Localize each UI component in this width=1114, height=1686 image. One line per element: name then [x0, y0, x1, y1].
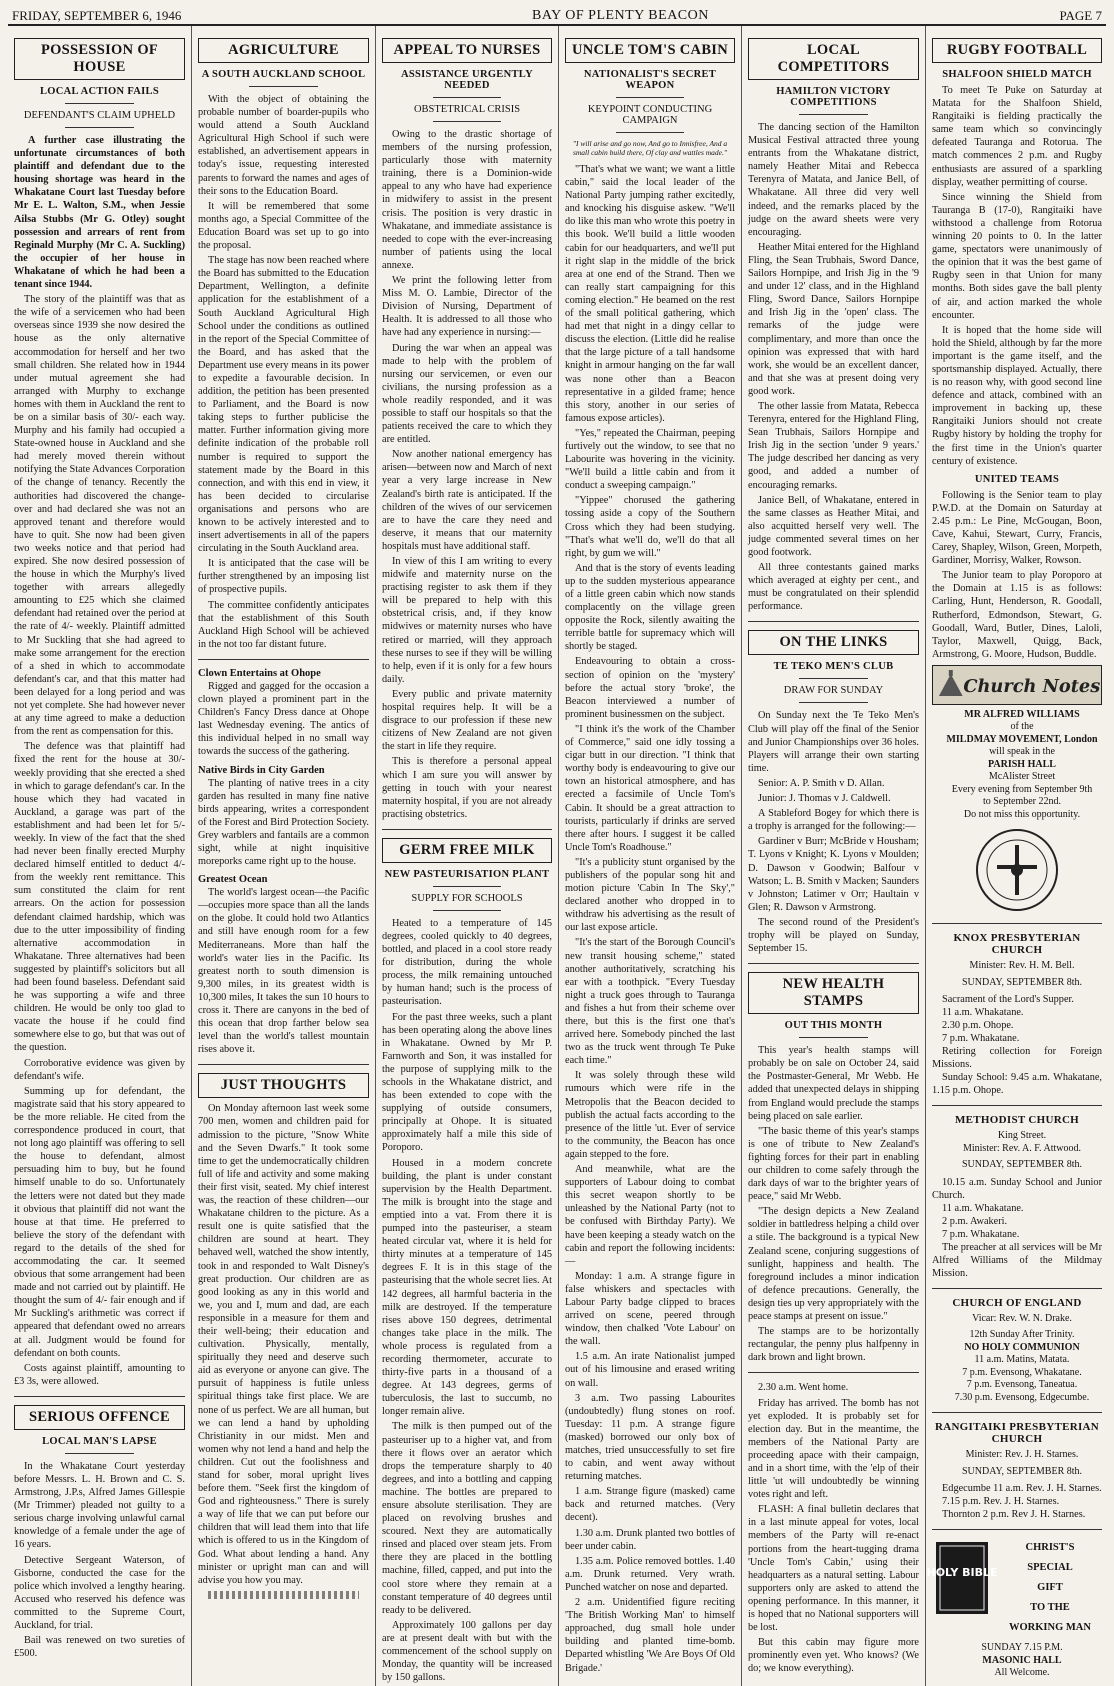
subhead: SHALFOON SHIELD MATCH: [942, 69, 1092, 80]
notice-line: of the: [1010, 721, 1034, 733]
paragraph: But this cabin may figure more prominently even yet. Who knows? (We do; we know everything).: [748, 1637, 919, 1675]
paragraph: On Sunday next the Te Teko Men's Club will play off the final of the Senior and Junior Championships over 36 holes. Players will arrange their own starting time.: [748, 710, 919, 774]
subhead: LOCAL ACTION FAILS: [40, 86, 159, 97]
service-item: Edgecumbe 11 a.m. Rev. J. H. Starnes.: [942, 1483, 1102, 1495]
column-6: [925, 26, 1108, 1686]
service-item: Sacrament of the Lord's Supper.: [942, 994, 1074, 1006]
paragraph: Housed in a modern concrete building, the plant is under constant supervision by the Health Department. The milk is brought into the stage and emptied into a vat. From there it is pumped into the pasteuriser, a steam heated circular vat, where it is held for thirty minutes at a temperature of 145 degrees F. It is in this stage of the pasteurising that the whole secret lies. At 142 degrees, all harmful bacteria in the milk are destroyed. If the temperature rises above 150 degrees, detrimental changes take place in the milk. The whole process is regulated from a recording thermometer, accurate to thirty-five parts in a thousand of a degree. At 143 degrees, germs of tuberculosis, the last to succumb, no longer remain alive.: [382, 1157, 552, 1418]
paragraph: Heated to a temperature of 145 degrees, cooled quickly to 40 degrees, bottled, and placed in a cool store ready for distribution, during the whole process, the milk remaining untouched by human hand; such is the process of pasteurisation.: [382, 917, 552, 1008]
paragraph: The story of the plaintiff was that as the wife of a servicemen who had been overseas since 1939 she now desired the house as the only alternative accommodation for herself and her two small children. She related how in 1944 under mutual agreement she had arranged with Murphy to exchange homes with them in Auckland the rent to be on a similar basis of 30/- each way. Murphy and his family had occupied a State-owned house in Auckland and she had merely moved therein without notifying the State Advances Corporation of the change of tenancy. Recently the authorities had discovered the change-over and had declared she was not an approved tenant and therefore would have to quit. She now had been given two weeks notice and that period had expired. She now desired possession of the house in which the Murphy's lived together with arrears allegedly amounting to £25 which she claimed defendant had retained over the period at the rate of 4/- weekly. Plaintiff admitted to Mr Suckling that she had agreed to make some arrangement for the erection of a shed in which to accommodate defendant's car, and that this matter had been delayed for a long period and was not yet complete. She had however never at any time agreed to make a deduction from the rent as compensation for this.: [14, 294, 186, 738]
paragraph: "That's what we want; we want a little cabin," said the local leader of the National Party jumping rather excitedly, and knocking his disguise askew. "We'll do like this man who wrote this poetry in this book. We'll build a little wooden cabin for our headquarters, and we'll put it right slap in the middle of the brick area at one end of the Strand. Then we can really start campaigning for this coming election." He beamed on the rest of the small political gathering, which had met that night in a dingy cellar to discuss the election. (Little did he realise that the large picture of a tall handsome knight in armour hanging on the far wall was none other than a Beacon representative in a gilded frame; hence this story, another in our series of famous expose articles).: [565, 164, 735, 424]
service-date: SUNDAY, SEPTEMBER 8th.: [961, 976, 1083, 988]
paragraph: Junior: J. Thomas v J. Caldwell.: [758, 793, 891, 805]
subhead: ASSISTANCE URGENTLY NEEDED: [400, 69, 534, 91]
service-item: 10.15 a.m. Sunday School and Junior Church.: [932, 1176, 1102, 1201]
runin-heading: Greatest Ocean: [198, 874, 268, 886]
paragraph: Senior: A. P. Smith v D. Allan.: [758, 777, 885, 789]
paragraph: Friday has arrived. The bomb has not yet exploded. It is probably set for election day. But in the meantime, the members of the National Party are proceeding apace with their campaign, and in a short time, with the 'elp of their little 'ut will undoubtedly be winning votes right and left.: [748, 1397, 919, 1501]
paragraph: "I think it's the work of the Chamber of Commerce," said one idly tossing a cigar butt in our direction. "I think that worthy body is endeavouring to give our town an historical atmosphere, and has erected a facsimile of Uncle Tom's Cabin. It should be a great attraction to tourists, particularly if drinks are served there after hours. I suggest it be called Uncle Tom's Roadhouse.": [565, 723, 735, 853]
service-item: 7.15 p.m. Rev. J. H. Starnes.: [942, 1496, 1060, 1508]
paper-name: BAY OF PLENTY BEACON: [532, 8, 709, 23]
runin-heading: Clown Entertains at Ohope: [198, 667, 321, 679]
paragraph: "The basic theme of this year's stamps is one of tribute to New Zealand's fighting forces for their part in enabling our children to come safely through the dark days of war to the brighter years of peace," said Mr Webb.: [748, 1125, 919, 1203]
paragraph: To meet Te Puke on Saturday at Matata for the Shalfoon Shield, Rangitaiki is fielding practically the same team which so convincingly defeated Tauranga and Rotorua. The match commences 2 p.m. and Rugby enthusiasts are assured of a sparkling display, weather permitting of course.: [932, 85, 1102, 188]
subhead: DEFENDANT'S CLAIM UPHELD: [23, 110, 176, 121]
paragraph: Owing to the drastic shortage of members of the nursing profession, particularly those with maternity training, there is a Dominion-wide appeal to any who have had experience in midwifery to assist in the present crisis. The position is very drastic in Whakatane, and immediate assistance is needed to cope with the ever-increasing number of patients using the local annexe.: [382, 129, 552, 271]
paragraph: With the object of obtaining the probable number of boarder-pupils who would attend a South Auckland Agricultural High School if such were established, an advertisement appears in today's issue, requesting interested parents to forward the names and ages of their sons to the Education Board.: [198, 94, 369, 197]
gift-line: GIFT: [1037, 1582, 1063, 1594]
vicar: Vicar: Rev. W. N. Drake.: [972, 1312, 1072, 1324]
service-item: Thornton 2 p.m. Rev J. H. Starnes.: [942, 1509, 1086, 1521]
masthead: [8, 6, 1106, 26]
column-2: [191, 26, 375, 1686]
church-title: CHURCH OF ENGLAND: [952, 1296, 1082, 1309]
service-item: 7 p.m. Evensong, Taneatua.: [966, 1379, 1078, 1391]
minister: Minister: Rev. A. F. Attwood.: [962, 1142, 1081, 1154]
footer-line: All Welcome.: [994, 1667, 1050, 1679]
paragraph: 2.30 a.m. Went home.: [758, 1382, 849, 1394]
headline-germ-free-milk: GERM FREE MILK: [382, 838, 552, 863]
headline-uncle-toms-cabin: UNCLE TOM'S CABIN: [565, 38, 735, 63]
paragraph: In the Whakatane Court yesterday before Messrs. L. H. Brown and C. S. Armstrong, J.P.s, Alfred James Gillespie (Mr Trimmer) pleaded not guilty to a serious charge involving unlawful carnal knowledge of a female under the age of 16 years.: [14, 1460, 185, 1551]
paragraph: A Stableford Bogey for which there is a trophy is arranged for the following:—: [748, 808, 919, 833]
paragraph: Approximately 100 gallons per day are at present dealt with but with the commencement of the school supply on Monday, the quantity will be increased by 150 gallons.: [382, 1619, 552, 1684]
gift-line: WORKING MAN: [1009, 1622, 1091, 1634]
notice-line: MILDMAY MOVEMENT, London: [946, 733, 1098, 745]
notice-line: PARISH HALL: [988, 758, 1056, 770]
paragraph: In view of this I am writing to every midwife and maternity nurse on the practising register to ask them if they will be prepared to help with this obstetrical crisis, and, if they know midwives or maternity nurses who have retired or married, will they approach these nurses to see if they will be willing to help, even if it is only for a few hours daily.: [382, 556, 552, 685]
subhead: TE TEKO MEN'S CLUB: [773, 661, 894, 673]
verse-quote: "I will arise and go now, And go to Innisfree, And a small cabin build there, Of clay and wattles made.": [572, 139, 728, 157]
headline-possession-of-house: POSSESSION OF HOUSE: [14, 38, 185, 80]
paragraph: The Junior team to play Poroporo at the Domain at 1.15 is as follows: Carling, Hunt, Henderson, R. Goodall, Rutherford, Edmondson, Stewart, G. Goodall, Ward, Butler, Dines, Laloli, Taylor, Maxwell, Quigg, Back, Armstrong, G. Moore, Hudson, Buddle.: [932, 570, 1102, 660]
church-address: King Street.: [997, 1130, 1047, 1142]
decorative-divider: [208, 1591, 359, 1599]
gift-text: [998, 1538, 1102, 1638]
service-item: NO HOLY COMMUNION: [964, 1341, 1080, 1353]
paragraph: Gardiner v Burr; McBride v Housham; T. Lyons v Knight; K. Lyons v Moulden; D. Dawson v Goodwin; Balfour v Watson; L. B. Smith v Macken; Saunders v Johnston; Latimer v Orr; Haultain v Glen; R. Dawson v Armstrong.: [748, 836, 919, 913]
subhead: NEW PASTEURISATION PLANT: [384, 868, 550, 880]
service-item: Sunday School: 9.45 a.m. Whakatane, 1.15 p.m. Ohope.: [932, 1072, 1102, 1097]
notice-line: McAlister Street: [988, 771, 1056, 783]
subhead: OBSTETRICAL CRISIS: [413, 104, 521, 115]
subhead: A SOUTH AUCKLAND SCHOOL: [201, 69, 366, 80]
paragraph: The defence was that plaintiff had fixed the rent for the house at 30/- weekly providing that she erected a shed in which to garage defendant's car. In the house which they had vacated in Auckland, a garage was part of the establishment and had been let for 5/- weekly. In view of the fact that the shed had never been finally erected Murphy declared himself entitled to deduct 4/- from the weekly rent remittance. This sum constituted the claim for rent arrears. On the action for possession defendant claimed hardship, which was due to the utter impossibility of finding alternative accommodation in Whakatane. Three alternatives had been suggested by plaintiff's solicitors but all had been found baseless. Defendant said he was supporting a wife and three children. He would be only too glad to vacate the house if he could find somewhere else to go, but that was out of the question.: [14, 741, 185, 1054]
paragraph: The dancing section of the Hamilton Musical Festival attracted three young entrants from the Whakatane district, namely Heather Mitai and Rebecca Terenyra of Matata, and Janice Bell, of Whakatane. All three did very well indeed, and the remarks placed by the judge on the award sheets were very encouraging.: [748, 122, 919, 238]
subhead: LOCAL MAN'S LAPSE: [42, 1435, 157, 1447]
paragraph: Janice Bell, of Whakatane, entered in the same classes as Heather Mitai, and also acquitted herself very well. The judge commented several times on her good footwork.: [748, 494, 919, 558]
service-item: 11 a.m. Whakatane.: [942, 1202, 1024, 1214]
paragraph: The world's largest ocean—the Pacific—occupies more space than all the lands on the globe. It could hold two Atlantics and still have enough room for a few Mediterraneans. More than half the world's water lies in the Pacific. Its greatest north to south dimension is 9,300 miles, in its greatest width is 10,300 miles, It takes the sun 10 hours to cross it. There are canyons in the bed of this ocean that drop farther below sea level than the world's tallest mountain rises above it.: [198, 887, 369, 1056]
subhead: HAMILTON VICTORY COMPETITIONS: [776, 86, 891, 108]
paragraph: Monday: 1 a.m. A strange figure in false whiskers and spectacles with Labour Party badge clipped to braces arrived on scene, peered through window, then chalked 'Vote Labour' on the wall.: [565, 1270, 735, 1348]
service-item: The preacher at all services will be Mr Alfred Williams of the Mildmay Mission.: [932, 1241, 1102, 1279]
paragraph: The milk is then pumped out of the pasteuriser up to a higher vat, and from there it flows over an aerator which drops the temperature sharply to 40 degrees, and into a bottling and capping machine. The bottles are prepared to ensure absolute sterilisation. They are placed on revolving brushes and scoured. Next they are automatically rinsed and placed over steam jets. From there they are placed in the bottling machine, filled, capped, and put into the cool store where they remain at a constant temperature of 40 degrees until ready to be delivered.: [382, 1421, 552, 1616]
footer-line: MASONIC HALL: [982, 1654, 1062, 1666]
service-item: 7.30 p.m. Evensong, Edgecumbe.: [954, 1391, 1090, 1403]
paragraph: "It's the start of the Borough Council's new transit housing scheme," stated another authoritatively, scratching his ear with a toothpick. "Every Tuesday night a truck goes through to Tauranga and fishes a hut from their scheme over there, but this is the first one that's arrived here. Somebody pinched the last two as the truck went through Te Puke each time.": [565, 937, 735, 1067]
paragraph: It is hoped that the home side will hold the Shield, although by far the more important is the game itself, and the sportsmanship displayed. Actually, there is no reason why, with good second line defence and attack, combined with an improvement in backing up, these Rangitaiki Juniors should not create Rugby history by holding the trophy for the first time in the Union's quarter century of existence.: [932, 324, 1102, 467]
headline-new-health-stamps: NEW HEALTH STAMPS: [748, 972, 919, 1014]
headline-appeal-to-nurses: APPEAL TO NURSES: [382, 38, 552, 63]
paragraph: This year's health stamps will probably be on sale on October 24, said the Postmaster-General, Mr Webb. He added that unexpected delays in shipping from England would preclude the stamps being placed on sale earlier.: [748, 1045, 919, 1122]
paragraph: And that is the story of events leading up to the sudden mysterious appearance of a little green cabin which now stands complacently on the village green opposite the Rock, silently awaiting the terrible battle for supremacy which will shortly be staged.: [565, 562, 735, 653]
service-date: SUNDAY, SEPTEMBER 8th.: [961, 1465, 1083, 1477]
paragraph: The stamps are to be horizontally rectangular, the penny plus halfpenny in dark brown and light brown.: [748, 1326, 919, 1364]
subhead: SUPPLY FOR SCHOOLS: [411, 892, 523, 904]
headline-rugby-football: RUGBY FOOTBALL: [932, 38, 1102, 63]
bible-advert: [926, 1538, 1102, 1638]
page-number: PAGE 7: [1059, 8, 1102, 23]
runin-heading: Native Birds in City Garden: [198, 764, 325, 776]
subhead: NATIONALIST'S SECRET WEAPON: [583, 69, 717, 91]
column-3: [375, 26, 558, 1686]
column-5: [741, 26, 925, 1686]
speaker-name: MR ALFRED WILLIAMS: [964, 708, 1080, 720]
gift-line: CHRIST'S: [1025, 1542, 1075, 1554]
paragraph: All three contestants gained marks which averaged at eighty per cent., and must be congratulated on their splendid performance.: [748, 562, 919, 613]
paragraph: 2 a.m. Unidentified figure reciting 'The British Working Man' to himself approached, dug small hole under building and planted time-bomb. Departed whistling 'We Are Boys Of Old Brigade.': [565, 1597, 735, 1674]
paragraph: The stage has now been reached where the Board has submitted to the Education Department, Wellington, a definite application for the establishment of a South Auckland Agricultural High School under the conditions as outlined in the report of the Special Committee of the Board, and has asked that the Department use every means in its power to expedite a favourable decision. In addition, the petition has been presented to Parliament, and the Board is now taking steps to further publicise the matter. Further information giving more definite indication of the probable roll number is required to support the statement made by the Board in this connection, and with this end in view, it has been decided to circularise organisations and persons who are known to be actively interested and to insert advertisements in all of the papers circulating in the South Auckland area.: [198, 255, 369, 555]
paragraph: We print the following letter from Miss M. O. Lambie, Director of the Division of Nursing, Department of Health. It is addressed to all those who have had any experience in nursing:—: [382, 275, 552, 339]
paragraph: Every public and private maternity hospital requires help. It will be a disgrace to our profession if these new citizens of New Zealand are not given the start in life they require.: [382, 688, 552, 753]
paragraph: 1.5 a.m. An irate Nationalist jumped out of his limousine and erased writing on wall.: [565, 1351, 735, 1389]
column-1: [8, 26, 191, 1686]
paragraph: "The design depicts a New Zealand soldier in battledress helping a child over a stile. The background is a typical New Zealand scene, conjuring suggestions of sunlight, happiness and health. The foreground includes a minor indication of defence precautions. Generally, the design ties up very appropriately with the peace stamps at present on issue.": [748, 1206, 919, 1323]
paragraph: On Monday afternoon last week some 700 men, women and children paid for admission to the picture, "Snow White and the Seven Dwarfs." It took some time to get the undemocratically children full of life and activity and some making their first visit, seated. My chief interest was, the reaction of these children—our Whakatane children to the picture. As a result one is quite satisfied that the children are sound at heart. They behaved well, watched the show intently, took in and responded to Walt Disney's great production. Our children are as good looking as any in this world and we, you and I, mum and dad, are each responsible in a measure for them and their well-being; their education and cultivation. Physically, mentally, spiritually they need and deserve such aid as everyone or anyone can give. The pursuit of happiness is futile unless spiritual things take first place. We are none of us perfect. We are all human, but we can lend a hand by upholding Christianity in our midst. Men and women why not lend a hand and help the children. Cut out the foolishness and stand for sober, moral upright lives before them. "Seek first the kingdom of God and righteousness." There is surely a way of life that we can put before our children that will lead them into that life which is offered to us in the Kingdom of God. What about lending a hand. Any minister or upright man can and will advise you how you may.: [198, 1103, 369, 1586]
paragraph: Summing up for defendant, the magistrate said that his story appeared to be the more reliable. He cited from the correspondence produced in court, that not long ago plaintiff was offering to sell the house to defendant, almost persuading him to buy, but he found himself unable to do so. Unfortunately the letters were not dated but they made it obvious that plaintiff did not want the house at that time. He preferred to believe the story of the defendant with regard to the details of the shed for accommodating the car. It seemed obvious that some arrangement had been made and not carried out by plaintiff. He thought the sum of 4/- fair enough and if Mr Suckling's arithmetic was correct if appeared that defendant owed no arrears at all. Judgment would be found for defendant on both counts.: [14, 1085, 185, 1359]
paragraph: This is therefore a personal appeal which I am sure you will answer by getting in touch with your nearest maternity hospital, if you are not already practising obstetrics.: [382, 756, 552, 820]
paragraph: Costs against plaintiff, amounting to £3 3s, were allowed.: [14, 1362, 185, 1387]
service-item: 7 p.m. Evensong, Whakatane.: [962, 1366, 1082, 1378]
paragraph: "Yippee" chorused the gathering tossing aside a copy of the Southern Cross which they had been studying. "That's what we'll do, we'll do that all right, by gum we will.": [565, 495, 735, 559]
church-title: METHODIST CHURCH: [954, 1114, 1080, 1127]
service-item: 11 a.m. Whakatane.: [942, 1007, 1024, 1019]
subhead: DRAW FOR SUNDAY: [783, 685, 884, 697]
paragraph: "Yes," repeated the Chairman, peeping furtively out the window, to see that no Labourite was hovering in the vicinity. "We'll build a little cabin and from it conduct a sweeping campaign.": [565, 427, 735, 492]
service-item: Retiring collection for Foreign Missions.: [932, 1046, 1102, 1071]
notice-line: to September 22nd.: [982, 796, 1062, 808]
notice-line: Do not miss this opportunity.: [963, 808, 1081, 820]
paragraph: FLASH: A final bulletin declares that in a last minute appeal for votes, local members of the Party will re-enact portions from the heart-tugging drama 'Uncle Tom's Cabin,' using their headquarters as a natural setting. Labour supporters only are asked to attend the opening performance. In this manner, it is hoped that no National supporters will be lost.: [748, 1504, 919, 1634]
footer-line: SUNDAY 7.15 P.M.: [981, 1642, 1063, 1654]
paragraph: Since winning the Shield from Tauranga B (17-0), Rangitaiki have withstood a challenge from Rotorua winning 20 points to 0. In the latter game, spectators were unanimously of the opinion that it was the best game of Rugby seen in that Union for many months. Both sides gave the ball plenty of air, and action marked the whole encounter.: [932, 191, 1102, 321]
service-item: 11 a.m. Matins, Matata.: [974, 1354, 1070, 1366]
gift-line: SPECIAL: [1027, 1562, 1073, 1574]
mildmay-emblem-icon: [972, 825, 1062, 915]
paragraph: Rigged and gagged for the occasion a clown played a prominent part in the Children's Fancy Dress dance at Ohope last Wednesday evening. The antics of this individual helped in no small way towards the success of the gathering.: [198, 680, 369, 758]
headline-local-competitors: LOCAL COMPETITORS: [748, 38, 919, 80]
headline-just-thoughts: JUST THOUGHTS: [198, 1073, 369, 1098]
notice-line: Every evening from September 9th: [951, 783, 1093, 795]
gift-line: TO THE: [1030, 1602, 1070, 1614]
service-item: 2 p.m. Awakeri.: [942, 1215, 1008, 1227]
paragraph: Corroborative evidence was given by defendant's wife.: [14, 1057, 185, 1082]
headline-serious-offence: SERIOUS OFFENCE: [14, 1405, 185, 1430]
paragraph: 1.30 a.m. Drunk planted two bottles of beer under cabin.: [565, 1527, 735, 1552]
paragraph: The other lassie from Matata, Rebecca Terenyra, entered for the Highland Fling, Sean Trubhais, Sailors Hornpipe and Irish Jig in the section 'under 9 years.' The judge described her dancing as very good, and added a number of encouraging remarks.: [748, 400, 919, 491]
paragraph: Now another national emergency has arisen—between now and March of next year a very large increase in New Zealand's birth rate is anticipated. If the children of the wives of our servicemen are to have the care they need and deserve, it means that our maternity hospitals must have additional staff.: [382, 449, 552, 552]
paragraph: 1.35 a.m. Police removed bottles. 1.40 a.m. Drunk returned. Very wrath. Punched watcher on nose and departed.: [565, 1555, 735, 1593]
paragraph: And meanwhile, what are the supporters of Labour doing to combat this secret weapon shortly to be unleashed by the National Party (not to be confused with Birthday Party). We have been keeping a steady watch on the cabin and report the following incidents:—: [565, 1164, 735, 1267]
service-item: 7 p.m. Whakatane.: [942, 1033, 1020, 1045]
paragraph: It is anticipated that the case will be further strengthened by an imposing list of prospective pupils.: [198, 558, 369, 596]
paragraph: Heather Mitai entered for the Highland Fling, the Sean Trubhais, Sword Dance, Sailors Hornpipe, and Irish Jig in the '9 and under 12' class, and in the Highland Fling, Sword Dance, Sailors Hornpipe and Irish Jig in the 'open' class. The remarks of the judge were complimentary, and more than once the opinion was expressed that with hard work, she would be an excellent dancer, and that she was at present doing very good work.: [748, 241, 919, 397]
church-notes-banner: [932, 665, 1102, 705]
notice-line: will speak in the: [989, 746, 1055, 758]
church-title: RANGITAIKI PRESBYTERIAN CHURCH: [934, 1421, 1100, 1446]
paragraph: During the war when an appeal was made to help with the problem of nursing our servicemen, or even our civilians, the nursing profession as a whole readily responded, and it was possible to staff our hospitals so that the patients received the care to which they are entitled.: [382, 342, 552, 446]
paragraph: Following is the Senior team to play P.W.D. at the Domain on Saturday at 2.45 p.m.: Le Pine, McGougan, Boon, Cave, Kahui, Stewart, Curry, Francis, Carey, Shapley, Wilson, Green, Morpeth, Gardiner, Morrisy, Walker, Rowson.: [932, 489, 1102, 567]
service-item: 7 p.m. Whakatane.: [942, 1228, 1020, 1240]
service-item: 2.30 p.m. Ohope.: [942, 1020, 1014, 1032]
paragraph: Endeavouring to obtain a cross-section of opinion on the 'mystery' before the actual story 'broke', the Beacon interviewed a number of prominent businessmen on the subject.: [565, 656, 735, 720]
paragraph: 1 a.m. Strange figure (masked) came back and returned matches. (Very decent).: [565, 1486, 735, 1524]
headline-on-the-links: ON THE LINKS: [748, 630, 919, 655]
paragraph: "It's a publicity stunt organised by the publishers of the popular song hit and motion picture 'Cabin In The Sky'," declared another who dropped in to withdraw his advertising as the result of our last expose article.: [565, 856, 735, 934]
church-notes-title: Church Notes: [963, 675, 1101, 697]
paragraph: The committee confidently anticipates that the establishment of this South Auckland High School will be achieved in the not too far distant future.: [198, 599, 369, 650]
column-4: [558, 26, 741, 1686]
minister: Minister: Rev. H. M. Bell.: [969, 960, 1075, 972]
paragraph: It was solely through these wild rumours which were rife in the Metropolis that the Beacon decided to publish the actual facts according to the presence of the little 'ut. Ever of service to the community, the Beacon has once again stepped to the fore.: [565, 1070, 735, 1160]
lead-paragraph: A further case illustrating the unfortunate circumstances of both plaintiff and defendant due to the housing shortage was heard in the Whakatane Court last Tuesday before Mr E. L. Walton, S.M., when Jessie Ailsa Stubbs (Mr G. Otley) sought possession and arrears of rent from Reginald Murphy (Mr C. A. Suckling) the occupier of her house in Whakatane of which he had been a tenant since 1944.: [14, 135, 185, 291]
paragraph: Detective Sergeant Waterson, of Gisborne, conducted the case for the police which involved a lengthy hearing. Accused who reserved his defence was committed to the Supreme Court, Auckland, for trial.: [14, 1554, 185, 1632]
bible-label: HOLY BIBLE: [926, 1566, 998, 1580]
subhead: UNITED TEAMS: [974, 473, 1060, 485]
paragraph: The planting of native trees in a city garden has resulted in many fine native birds appearing, writes a correspondent of the Forest and Bird Protection Society. Grey warblers and fantails are a common sight, while at night inquisitive moreporks came right up to the house.: [198, 777, 369, 868]
headline-agriculture: AGRICULTURE: [198, 38, 369, 63]
paragraph: For the past three weeks, such a plant has been operating along the above lines in Whakatane. Owned by Mr P. Farnworth and Son, it was installed for the purpose of supplying milk to the schools in the Whakatane district, and has been extended to cope with the supplying of outside consumers, principally at Ohope. It is situated approximately half a mile this side of Poroporo.: [382, 1011, 552, 1154]
paragraph: Bail was renewed on two sureties of £500.: [14, 1635, 185, 1660]
minister: Minister: Rev. J. H. Starnes.: [965, 1449, 1079, 1461]
service-item: 12th Sunday After Trinity.: [969, 1329, 1075, 1341]
subhead: KEYPOINT CONDUCTING CAMPAIGN: [587, 104, 713, 126]
holy-bible-icon: [926, 1538, 998, 1618]
paragraph: It will be remembered that some months ago, a Special Committee of the Education Board was set up to go into the proposal.: [198, 200, 369, 252]
issue-date: FRIDAY, SEPTEMBER 6, 1946: [12, 8, 182, 23]
subhead: OUT THIS MONTH: [784, 1020, 883, 1032]
service-date: SUNDAY, SEPTEMBER 8th.: [961, 1159, 1083, 1171]
paragraph: The second round of the President's trophy will be played on Sunday, September 15.: [748, 916, 919, 955]
paragraph: 3 a.m. Two passing Labourites (undoubtedly) flung stones on roof. Tuesday: 11 p.m. A strange figure (masked) borrowed our only box of matches, tried unsuccessfully to set fire to cabin, and went away without returning matches.: [565, 1392, 735, 1483]
church-title: KNOX PRESBYTERIAN CHURCH: [953, 932, 1081, 957]
